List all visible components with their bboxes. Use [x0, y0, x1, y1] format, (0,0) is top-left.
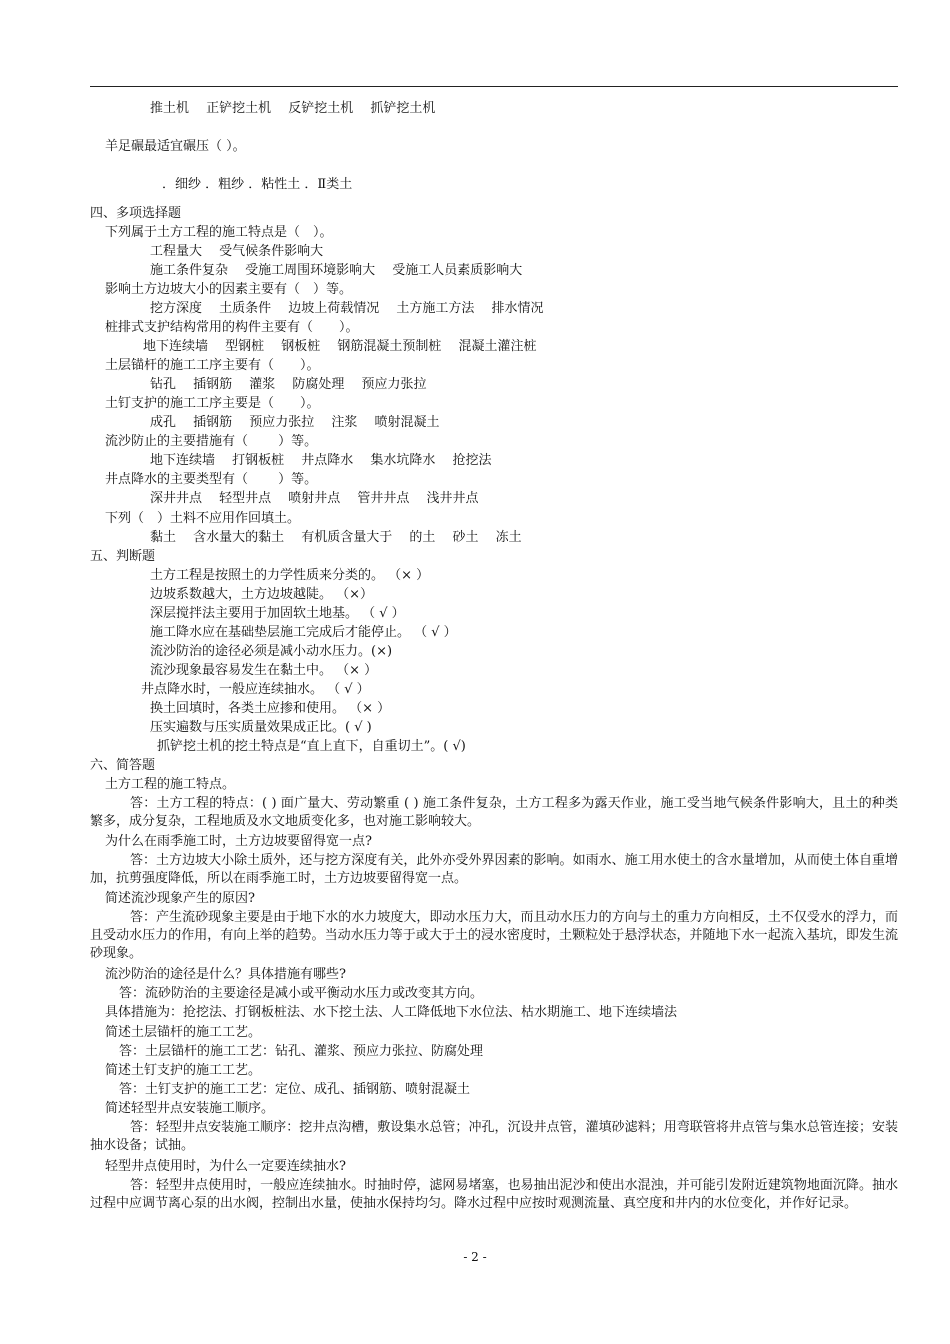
true-false-item: 流沙防治的途径必须是减小动水压力。(×)	[150, 644, 393, 659]
short-question: 简述轻型井点安装施工顺序。	[105, 1101, 275, 1116]
short-answer: 答：轻型井点使用时，一般应连续抽水。时抽时停，滤网易堵塞，也易抽出泥沙和使出水混浊，并可能引发附近建筑物地面沉降。抽水过程中应调节离心泵的出水阀，控制出水量，使抽水保持均匀。降水过程中应按时观测流量、真空度和井内的水位变化，并作好记录。	[90, 1178, 898, 1211]
true-false-item: 流沙现象最容易发生在黏土中。 （× ）	[150, 663, 378, 678]
question-text: 井点降水的主要类型有（ ）等。	[105, 472, 318, 487]
true-false-item: 深层搅拌法主要用于加固软土地基。 （ √ ）	[150, 606, 405, 621]
short-answer: 具体措施为：抢挖法、打钢板桩法、水下挖土法、人工降低地下水位法、枯水期施工、地下连续墙法	[105, 1005, 678, 1020]
true-false-item: 边坡系数越大，土方边坡越陡。 （×）	[150, 587, 374, 602]
true-false-item: 土方工程是按照土的力学性质来分类的。 （× ）	[150, 568, 430, 583]
short-question: 土方工程的施工特点。	[105, 777, 236, 792]
answer-options: 地下连续墙 打钢板桩 井点降水 集水坑降水 抢挖法	[150, 453, 492, 468]
true-false-item: 井点降水时，一般应连续抽水。 （ √ ）	[141, 682, 370, 697]
page-number: - 2 -	[463, 1250, 487, 1264]
true-false-item: 压实遍数与压实质量效果成正比。( √ )	[150, 720, 372, 735]
question-text: 下列属于土方工程的施工特点是（ ）。	[105, 225, 333, 240]
short-answer: 答：土层锚杆的施工工艺：钻孔、灌浆、预应力张拉、防腐处理	[119, 1044, 484, 1059]
short-answer: 答：土钉支护的施工工艺：定位、成孔、插钢筋、喷射混凝土	[119, 1082, 471, 1097]
short-question: 简述流沙现象产生的原因?	[105, 891, 255, 906]
answer-options: 地下连续墙 型钢桩 钢板桩 钢筋混凝土预制桩 混凝土灌注桩	[143, 339, 537, 354]
header-rule	[90, 86, 898, 87]
short-question: 流沙防治的途径是什么？具体措施有哪些?	[105, 967, 346, 982]
true-false-item: 抓铲挖土机的挖土特点是“直上直下，自重切土”。( √)	[157, 739, 466, 754]
question-text: 流沙防止的主要措施有（ ）等。	[105, 434, 318, 449]
mc-options-b: ．细纱 ．粗纱 ．粘性土 ．Ⅱ类土	[162, 177, 353, 192]
short-question: 轻型井点使用时，为什么一定要连续抽水?	[105, 1159, 346, 1174]
answer-options: 黏土 含水量大的黏土 有机质含量大于 的土 砂土 冻土	[150, 530, 522, 545]
short-question: 简述土钉支护的施工工艺。	[105, 1063, 262, 1078]
true-false-item: 施工降水应在基础垫层施工完成后才能停止。 （ √ ）	[150, 625, 457, 640]
short-answer: 答：流砂防治的主要途径是减小或平衡动水压力或改变其方向。	[119, 986, 484, 1001]
short-answer: 答：产生流砂现象主要是由于地下水的水力坡度大，即动水压力大，而且动水压力的方向与土的重力方向相反，土不仅受水的浮力，而且受动水压力的作用，有向上举的趋势。当动水压力等于或大于土的浸水密度时，土颗粒处于悬浮状态，并随地下水一起流入基坑，即发生流砂现象。	[90, 910, 898, 961]
answer-options: 工程量大 受气候条件影响大	[150, 244, 324, 259]
section-heading-multiple-choice: 四、多项选择题	[90, 206, 182, 221]
question-text: 桩排式支护结构常用的构件主要有（ ）。	[105, 320, 359, 335]
section-heading-short-answer: 六、简答题	[90, 758, 156, 773]
short-answer: 答：土方边坡大小除土质外，还与挖方深度有关，此外亦受外界因素的影响。如雨水、施工用水使土的含水量增加，从而使土体自重增加，抗剪强度降低，所以在雨季施工时，土方边坡要留得宽一点。	[90, 853, 898, 886]
short-question: 简述土层锚杆的施工工艺。	[105, 1025, 262, 1040]
question-text: 土钉支护的施工工序主要是（ ）。	[105, 396, 320, 411]
answer-options: 深井井点 轻型井点 喷射井点 管井井点 浅井井点	[150, 491, 479, 506]
short-answer: 答：土方工程的特点：( ) 面广量大、劳动繁重 ( ) 施工条件复杂，土方工程多为露天作业，施工受当地气候条件影响大，且土的种类繁多，成分复杂，工程地质及水文地质变化多，也对施工影响较大。	[90, 796, 898, 829]
true-false-item: 换土回填时，各类土应掺和使用。 （× ）	[150, 701, 391, 716]
question-text: 下列（ ）土料不应用作回填土。	[105, 511, 301, 526]
section-heading-true-false: 五、判断题	[90, 549, 156, 564]
question-text: 土层锚杆的施工工序主要有（ ）。	[105, 358, 320, 373]
question-sheepfoot-roller: 羊足碾最适宜碾压（ ）。	[105, 139, 246, 154]
short-question: 为什么在雨季施工时，土方边坡要留得宽一点?	[105, 834, 372, 849]
answer-options: 成孔 插钢筋 预应力张拉 注浆 喷射混凝土	[150, 415, 440, 430]
question-text: 影响土方边坡大小的因素主要有（ ）等。	[105, 282, 353, 297]
answer-options: 施工条件复杂 受施工周围环境影响大 受施工人员素质影响大	[150, 263, 523, 278]
short-answer: 答：轻型井点安装施工顺序：挖井点沟槽，敷设集水总管；冲孔，沉设井点管，灌填砂滤料；用弯联管将井点管与集水总管连接；安装抽水设备；试抽。	[90, 1120, 898, 1153]
answer-options: 钻孔 插钢筋 灌浆 防腐处理 预应力张拉	[150, 377, 427, 392]
answer-options: 挖方深度 土质条件 边坡上荷载情况 土方施工方法 排水情况	[150, 301, 544, 316]
mc-options-a: 推土机 正铲挖土机 反铲挖土机 抓铲挖土机	[150, 101, 436, 116]
